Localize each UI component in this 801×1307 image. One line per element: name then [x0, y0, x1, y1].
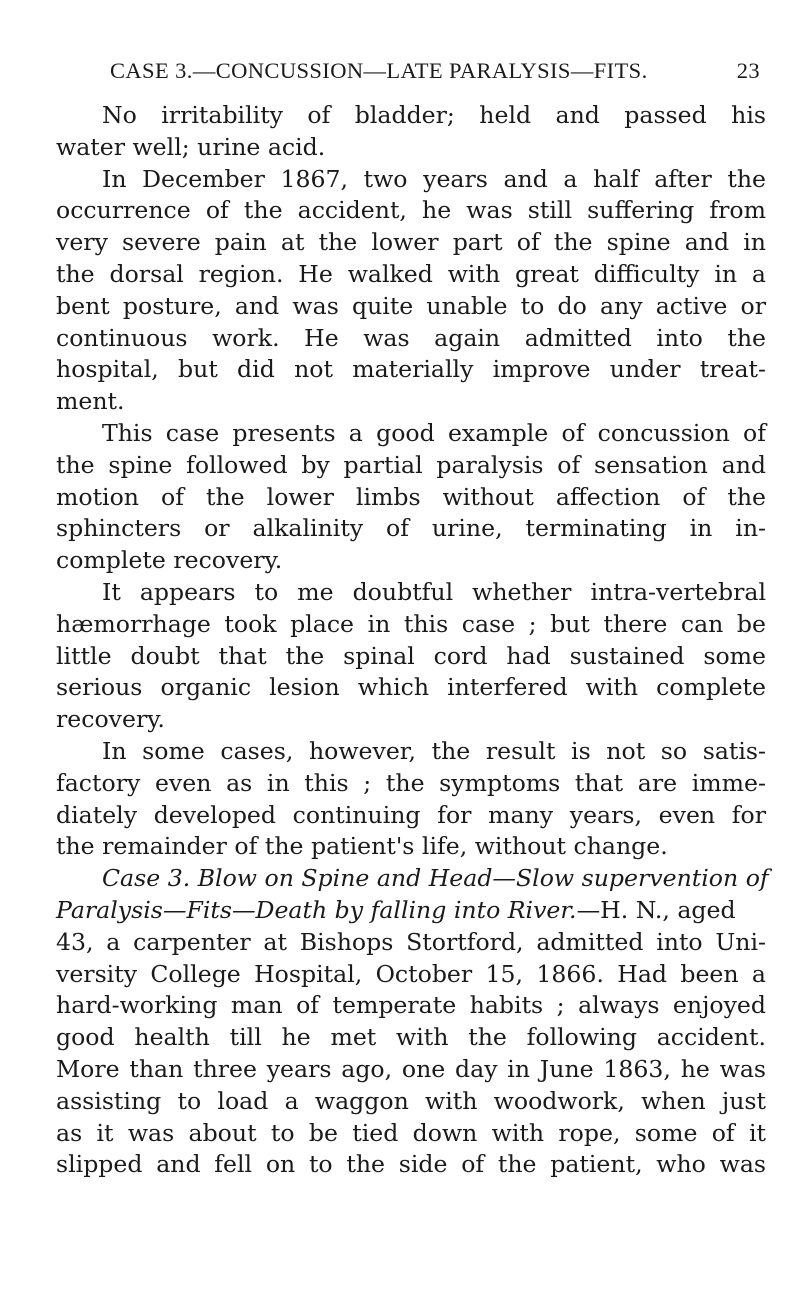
text-line: No irritability of bladder; held and passed his [102, 101, 766, 129]
case-label: Case 3. [102, 864, 191, 893]
text-line: the remainder of the patient's life, without change. [56, 832, 668, 861]
text-line: the spine followed by partial paralysis of sensation and [56, 450, 766, 479]
text-line: recovery. [56, 705, 165, 734]
text-line: ment. [56, 387, 125, 416]
text-line: It appears to me doubtful whether intra-vertebral [102, 577, 766, 606]
text-line: hæmorrhage took place in this case ; but there can be [56, 609, 766, 638]
text-line: continuous work. He was again admitted into the [56, 323, 766, 352]
text-line: In some cases, however, the result is not so satis- [102, 736, 766, 765]
text-line: good health till he met with the following accident. [56, 1023, 766, 1052]
text-line: hard-working man of temperate habits ; always enjoyed [56, 991, 766, 1020]
text-line: bent posture, and was quite unable to do any active or [56, 291, 766, 320]
running-header [110, 58, 760, 88]
text-line: 43, a carpenter at Bishops Stortford, admitted into Uni- [56, 927, 766, 956]
text-line: occurrence of the accident, he was still suffering from [56, 196, 766, 225]
text-line: serious organic lesion which interfered with complete [56, 673, 766, 702]
text-line: versity College Hospital, October 15, 1866. Had been a [56, 959, 766, 988]
page-number: 23 [736, 58, 760, 83]
body-text [56, 100, 769, 1181]
case-title-part1: Blow on Spine and Head—Slow supervention of [197, 864, 769, 893]
text-line: hospital, but did not materially improve under treat- [56, 355, 766, 384]
text-line: as it was about to be tied down with rope, some of it [56, 1118, 766, 1147]
text-line: slipped and fell on to the side of the patient, who was [56, 1150, 766, 1179]
case-title-part2: Paralysis—Fits—Death by falling into River. [56, 895, 577, 924]
text-line: very severe pain at the lower part of the spine and in [56, 228, 766, 257]
case-heading-line [56, 895, 766, 927]
text-line: diately developed continuing for many years, even for [56, 800, 766, 829]
text-line: little doubt that the spinal cord had sustained some [56, 641, 766, 670]
text-line: factory even as in this ; the symptoms that are imme- [56, 768, 766, 797]
text-line: water well; urine acid. [56, 132, 326, 161]
text-line: In December 1867, two years and a half after the [102, 164, 766, 193]
text-line: complete recovery. [56, 546, 283, 575]
text-line: the dorsal region. He walked with great difficulty in a [56, 259, 766, 288]
text-line: sphincters or alkalinity of urine, terminating in in- [56, 514, 766, 543]
case-patient-intro: —H. N., aged [576, 895, 736, 924]
case-heading-line [56, 863, 769, 895]
text-line: More than three years ago, one day in June 1863, he was [56, 1054, 766, 1083]
text-line: motion of the lower limbs without affection of the [56, 482, 766, 511]
running-title: CASE 3.—CONCUSSION—LATE PARALYSIS—FITS. [110, 58, 648, 83]
text-line: This case presents a good example of concussion of [102, 418, 766, 447]
text-line: assisting to load a waggon with woodwork, when just [56, 1086, 766, 1115]
